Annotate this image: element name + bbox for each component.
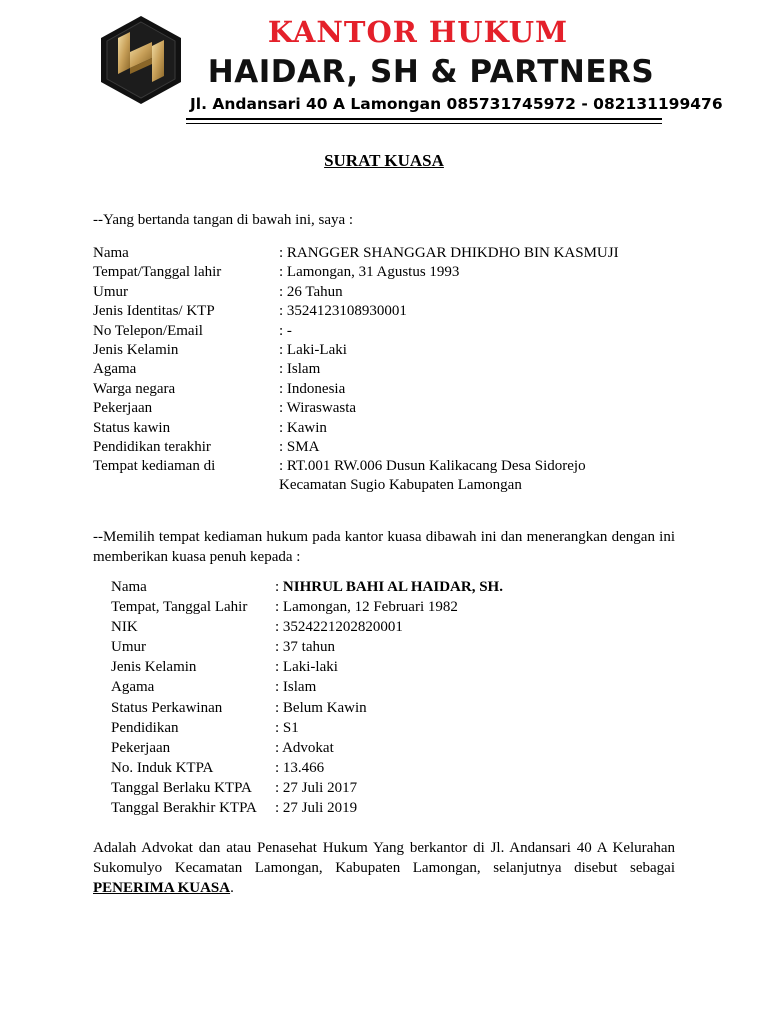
field-label: Agama xyxy=(111,679,155,696)
field-value: : 3524221202820001 xyxy=(275,619,403,636)
grant-paragraph: --Memilih tempat kediaman hukum pada kantor kuasa dibawah ini dan menerangkan dengan ini memberikan kuasa penuh kepada : xyxy=(93,529,675,565)
field-label: Tanggal Berakhir KTPA xyxy=(111,800,257,816)
grantee-name: NIHRUL BAHI AL HAIDAR, SH. xyxy=(282,579,503,595)
letterhead-divider-thin xyxy=(186,123,662,124)
field-label: No Telepon/Email xyxy=(93,322,203,339)
field-value: : Laki-laki xyxy=(275,659,338,676)
firm-name: HAIDAR, SH & PARTNERS xyxy=(207,54,655,90)
field-label: Jenis Identitas/ KTP xyxy=(93,303,215,320)
field-label: Warga negara xyxy=(93,380,176,397)
field-value: : Laki-Laki xyxy=(279,342,347,358)
field-value: : Indonesia xyxy=(279,380,346,397)
field-value: : 13.466 xyxy=(275,759,325,776)
field-value: : Islam xyxy=(275,679,317,696)
field-label: Tanggal Berlaku KTPA xyxy=(111,779,252,796)
field-value: : - xyxy=(279,322,292,339)
field-label: Umur xyxy=(111,639,146,656)
field-label: Nama xyxy=(111,579,147,595)
law-firm-logo-icon xyxy=(98,14,184,106)
field-value: : 37 tahun xyxy=(275,639,335,656)
letterhead-divider xyxy=(186,118,662,120)
field-label: Pekerjaan xyxy=(111,739,171,756)
field-label: Tempat, Tanggal Lahir xyxy=(111,599,248,615)
field-value: : 3524123108930001 xyxy=(279,303,407,320)
field-label: Nama xyxy=(93,245,129,261)
firm-tagline: KANTOR HUKUM xyxy=(267,15,569,49)
grantor-address-line2: Kecamatan Sugio Kabupaten Lamongan xyxy=(279,477,522,493)
field-value: : S1 xyxy=(275,719,299,736)
field-value: : Lamongan, 31 Agustus 1993 xyxy=(279,264,460,281)
closing-paragraph: Adalah Advokat dan atau Penasehat Hukum Yang berkantor di Jl. Andansari 40 A Kelurahan Sukomulyo Kecamatan Lamongan, Kabupaten Lamongan, selanjutnya disebut sebagai PENERIMA KUASA. xyxy=(93,840,675,896)
field-value: : SMA xyxy=(279,439,320,455)
field-label: Status kawin xyxy=(93,419,171,436)
field-value: : Lamongan, 12 Februari 1982 xyxy=(275,599,458,615)
field-label: Jenis Kelamin xyxy=(111,659,197,676)
field-label: Status Perkawinan xyxy=(111,699,223,716)
field-value: : Belum Kawin xyxy=(275,699,367,716)
field-label: Agama xyxy=(93,361,137,378)
field-value: : 27 Juli 2017 xyxy=(275,779,358,796)
field-value: : Kawin xyxy=(279,419,327,436)
field-value: : NIHRUL BAHI AL HAIDAR, SH. xyxy=(275,579,503,595)
firm-address: Jl. Andansari 40 A Lamongan 085731745972 - 082131199476 xyxy=(190,95,723,113)
field-value: : RT.001 RW.006 Dusun Kalikacang Desa Sidorejo xyxy=(279,458,586,475)
field-label: Pekerjaan xyxy=(93,400,153,417)
field-value: : RANGGER SHANGGAR DHIKDHO BIN KASMUJI xyxy=(279,245,619,261)
document-title: SURAT KUASA xyxy=(324,151,444,170)
field-label: Pendidikan terakhir xyxy=(93,439,211,455)
field-value: : Wiraswasta xyxy=(279,400,357,417)
field-value: : 27 Juli 2019 xyxy=(275,800,358,816)
field-value: : 26 Tahun xyxy=(279,283,343,300)
field-label: Umur xyxy=(93,283,128,300)
field-label: No. Induk KTPA xyxy=(111,759,214,776)
field-value: : Advokat xyxy=(275,739,334,756)
field-label: NIK xyxy=(111,619,138,636)
field-label: Tempat kediaman di xyxy=(93,458,216,475)
field-label: Pendidikan xyxy=(111,719,179,736)
recipient-term: PENERIMA KUASA xyxy=(93,880,231,896)
field-value: : Islam xyxy=(279,361,321,378)
field-label: Jenis Kelamin xyxy=(93,342,179,358)
field-label: Tempat/Tanggal lahir xyxy=(93,264,222,281)
intro-text: --Yang bertanda tangan di bawah ini, saya : xyxy=(93,212,354,228)
